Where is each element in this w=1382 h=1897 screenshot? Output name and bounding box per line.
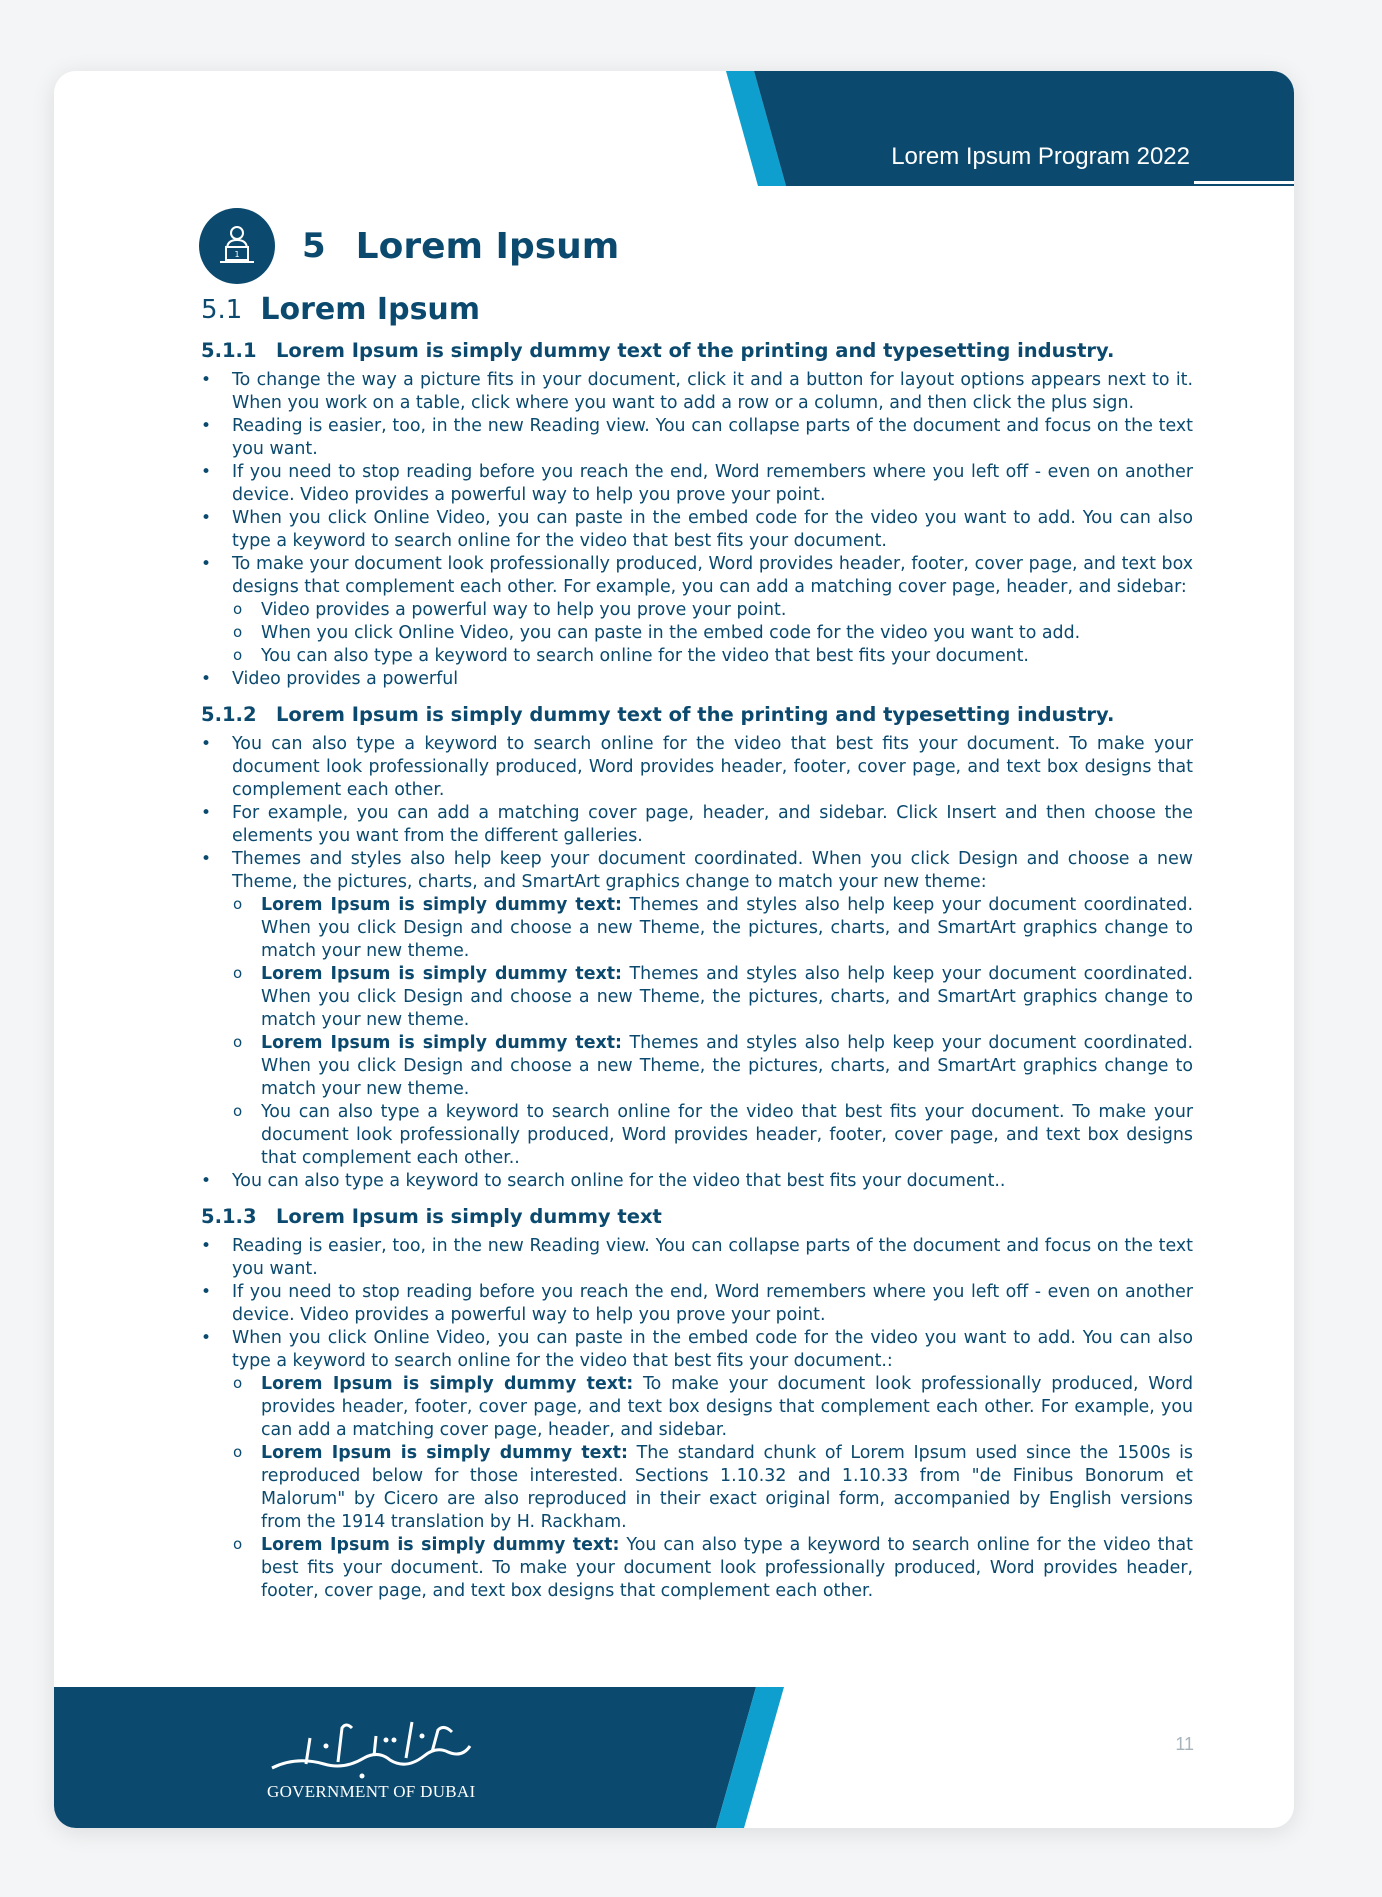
svg-text:1: 1 [234, 250, 240, 259]
subsection-heading [201, 339, 1193, 362]
list-item-text: Video provides a powerful [232, 669, 459, 689]
subsection-title: Lorem Ipsum is simply dummy text [276, 1205, 662, 1228]
list-item [201, 415, 1193, 461]
section-number: 5.1 [201, 294, 243, 325]
list-item-text: Video provides a powerful way to help you prove your point. [261, 600, 787, 620]
list-item-text: Themes and styles also help keep your document coordinated. When you click Design and choose a new Theme, the pictures, charts, and SmartArt graphics change to match your new theme: [232, 849, 1193, 892]
page-number: 11 [1175, 1734, 1194, 1754]
chapter-heading [201, 208, 1193, 284]
list-item-text: You can also type a keyword to search online for the video that best fits your document. To make your document look professionally produced, Word provides header, footer, cover page, and text box designs that complement each other. [261, 1535, 1193, 1601]
document-page [54, 71, 1294, 1828]
sub-list-item [201, 1373, 1193, 1442]
list-item-lead: Lorem Ipsum is simply dummy text: [261, 1033, 622, 1053]
subsection-title: Lorem Ipsum is simply dummy text of the printing and typesetting industry. [276, 339, 1115, 362]
sub-list-item [201, 1534, 1193, 1603]
list-item-lead: Lorem Ipsum is simply dummy text: [261, 964, 622, 984]
sub-list-item [201, 894, 1193, 963]
list-item [201, 553, 1193, 599]
chapter-title: Lorem Ipsum [355, 225, 620, 267]
list-item-text: Reading is easier, too, in the new Reading view. You can collapse parts of the document and focus on the text you want. [232, 1236, 1193, 1279]
main-content [201, 208, 1193, 1603]
list-item-text: You can also type a keyword to search online for the video that best fits your document.. [232, 1171, 1006, 1191]
list-item-lead: Lorem Ipsum is simply dummy text: [261, 1443, 628, 1463]
list-item-text: You can also type a keyword to search online for the video that best fits your document. [261, 646, 1029, 666]
sub-list-item [201, 645, 1193, 668]
sub-list-item [201, 1442, 1193, 1534]
subsection-number: 5.1.2 [201, 703, 257, 726]
list-item-text: When you click Online Video, you can paste in the embed code for the video you want to add. You can also type a keyword to search online for the video that best fits your document.: [232, 1328, 1193, 1371]
list-item-text: When you click Online Video, you can paste in the embed code for the video you want to add. You can also type a keyword to search online for the video that best fits your document. [232, 508, 1193, 551]
bullet-list [201, 1235, 1193, 1603]
list-item [201, 733, 1193, 802]
list-item [201, 668, 1193, 691]
list-item-lead: Lorem Ipsum is simply dummy text: [261, 1374, 634, 1394]
list-item-text: You can also type a keyword to search online for the video that best fits your document. To make your document look professionally produced, Word provides header, footer, cover page, and text box designs that complement each other.. [261, 1102, 1193, 1168]
sub-list-item [201, 1032, 1193, 1101]
bullet-list [201, 733, 1193, 1193]
list-item-text: Themes and styles also help keep your document coordinated. When you click Design and choose a new Theme, the pictures, charts, and SmartArt graphics change to match your new theme. [261, 895, 1193, 961]
header-underline [1194, 181, 1294, 184]
list-item-lead: Lorem Ipsum is simply dummy text: [261, 1535, 620, 1555]
sub-list-item [201, 963, 1193, 1032]
list-item [201, 1235, 1193, 1281]
list-item [201, 461, 1193, 507]
section-heading [201, 292, 1193, 327]
list-item-text: Themes and styles also help keep your document coordinated. When you click Design and choose a new Theme, the pictures, charts, and SmartArt graphics change to match your new theme. [261, 1033, 1193, 1099]
footer-logo-text: GOVERNMENT OF DUBAI [267, 1782, 476, 1801]
list-item [201, 1327, 1193, 1373]
list-item [201, 369, 1193, 415]
list-item [201, 507, 1193, 553]
header-title: Lorem Ipsum Program 2022 [891, 143, 1190, 170]
subsection-heading [201, 1205, 1193, 1228]
list-item-text: The standard chunk of Lorem Ipsum used since the 1500s is reproduced below for those interested. Sections 1.10.32 and 1.10.33 from "de Finibus Bonorum et Malorum" by Cicero are also reproduced in their exact original form, accompanied by English versions from the 1914 translation by H. Rackham. [261, 1443, 1193, 1532]
subsection-number: 5.1.3 [201, 1205, 257, 1228]
chapter-number: 5 [302, 226, 326, 266]
list-item [201, 1170, 1193, 1193]
list-item [201, 1281, 1193, 1327]
list-item-text: Themes and styles also help keep your document coordinated. When you click Design and choose a new Theme, the pictures, charts, and SmartArt graphics change to match your new theme. [261, 964, 1193, 1030]
list-item-text: To make your document look professionally produced, Word provides header, footer, cover page, and text box designs that complement each other. For example, you can add a matching cover page, header, and sidebar: [232, 554, 1193, 597]
sub-list-item [201, 1101, 1193, 1170]
sub-list-item [201, 622, 1193, 645]
list-item-text: If you need to stop reading before you reach the end, Word remembers where you left off - even on another device. Video provides a powerful way to help you prove your point. [232, 462, 1193, 505]
list-item-text: When you click Online Video, you can paste in the embed code for the video you want to add. [261, 623, 1081, 643]
subsections-container [201, 339, 1193, 1603]
section-title: Lorem Ipsum [260, 292, 481, 327]
list-item-text: To change the way a picture fits in your document, click it and a button for layout options appears next to it. When you work on a table, click where you want to add a row or a column, and then click the plus sign. [232, 370, 1193, 413]
sub-list-item [201, 599, 1193, 622]
subsection-heading [201, 703, 1193, 726]
list-item-text: For example, you can add a matching cover page, header, and sidebar. Click Insert and then choose the elements you want from the different galleries. [232, 803, 1193, 846]
person-laptop-icon [199, 208, 275, 284]
list-item-lead: Lorem Ipsum is simply dummy text: [261, 895, 622, 915]
list-item-text: You can also type a keyword to search online for the video that best fits your document. To make your document look professionally produced, Word provides header, footer, cover page, and text box designs that complement each other. [232, 734, 1193, 800]
footer-banner [54, 1687, 1294, 1828]
list-item [201, 802, 1193, 848]
bullet-list [201, 369, 1193, 691]
list-item [201, 848, 1193, 894]
list-item-text: If you need to stop reading before you reach the end, Word remembers where you left off - even on another device. Video provides a powerful way to help you prove your point. [232, 1282, 1193, 1325]
list-item-text: Reading is easier, too, in the new Reading view. You can collapse parts of the document and focus on the text you want. [232, 416, 1193, 459]
list-item-text: To make your document look professionally produced, Word provides header, footer, cover page, and text box designs that complement each other. For example, you can add a matching cover page, header, and sidebar. [261, 1374, 1193, 1440]
subsection-number: 5.1.1 [201, 339, 257, 362]
subsection-title: Lorem Ipsum is simply dummy text of the printing and typesetting industry. [276, 703, 1115, 726]
